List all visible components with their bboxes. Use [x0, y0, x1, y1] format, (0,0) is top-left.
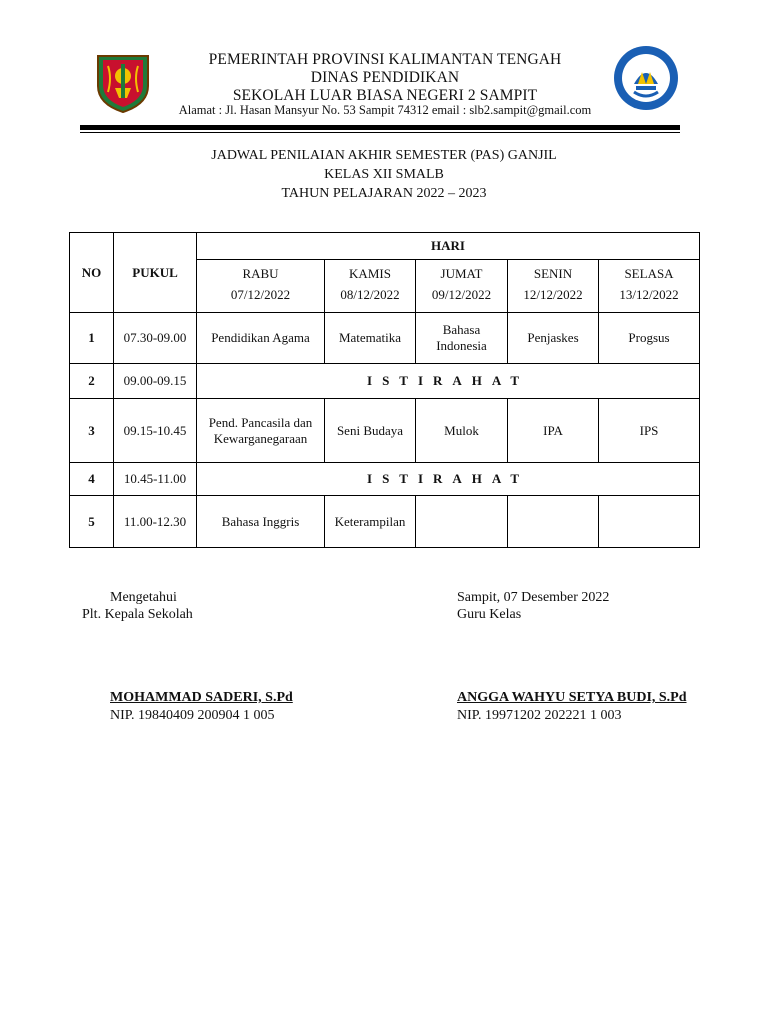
header-no: NO [70, 233, 114, 313]
province-emblem-icon [94, 52, 152, 114]
row-subject: Penjaskes [508, 313, 599, 364]
letterhead-line-1: PEMERINTAH PROVINSI KALIMANTAN TENGAH [208, 51, 562, 68]
title-line-3: TAHUN PELAJARAN 2022 – 2023 [281, 186, 487, 201]
header-hari: HARI [197, 233, 700, 260]
table-row [70, 496, 700, 548]
table-row [70, 399, 700, 463]
row-subject: IPA [508, 399, 599, 463]
table-row [70, 364, 700, 399]
row-subject: Pendidikan Agama [197, 313, 325, 364]
letterhead-line-3: SEKOLAH LUAR BIASA NEGERI 2 SAMPIT [232, 87, 538, 104]
row-no: 4 [70, 463, 114, 496]
letterhead-divider-thin [80, 132, 680, 133]
row-break: ISTIRAHAT [197, 463, 700, 496]
right-signatory-nip: NIP. 19971202 202221 1 003 [457, 708, 622, 723]
header-pukul: PUKUL [114, 233, 197, 313]
right-signatory-name: ANGGA WAHYU SETYA BUDI, S.Pd [457, 690, 687, 705]
title-line-1: JADWAL PENILAIAN AKHIR SEMESTER (PAS) GANJIL [211, 148, 557, 163]
row-subject: Mulok [416, 399, 508, 463]
row-time: 07.30-09.00 [114, 313, 197, 364]
row-no: 2 [70, 364, 114, 399]
table-row [70, 463, 700, 496]
left-signatory-nip: NIP. 19840409 200904 1 005 [110, 708, 275, 723]
row-subject: Bahasa Inggris [197, 496, 325, 548]
row-time: 09.00-09.15 [114, 364, 197, 399]
row-subject: Keterampilan [325, 496, 416, 548]
header-day-jumat: JUMAT 09/12/2022 [416, 260, 508, 313]
right-sign-place-date: Sampit, 07 Desember 2022 [457, 590, 610, 605]
row-no: 3 [70, 399, 114, 463]
tut-wuri-handayani-emblem-icon [612, 44, 680, 112]
row-time: 10.45-11.00 [114, 463, 197, 496]
row-time: 09.15-10.45 [114, 399, 197, 463]
row-subject: IPS [599, 399, 700, 463]
row-no: 5 [70, 496, 114, 548]
row-no: 1 [70, 313, 114, 364]
row-time: 11.00-12.30 [114, 496, 197, 548]
schedule-table [69, 232, 700, 548]
row-subject [416, 496, 508, 548]
left-signatory-name: MOHAMMAD SADERI, S.Pd [110, 690, 293, 705]
row-subject: Pend. Pancasila dan Kewarganegaraan [197, 399, 325, 463]
row-subject: Seni Budaya [325, 399, 416, 463]
letterhead-line-2: DINAS PENDIDIKAN [310, 69, 460, 86]
left-sign-mengetahui: Mengetahui [110, 590, 177, 605]
header-day-rabu: RABU 07/12/2022 [197, 260, 325, 313]
title-line-2: KELAS XII SMALB [324, 167, 444, 182]
right-sign-position: Guru Kelas [457, 607, 522, 622]
row-subject: Bahasa Indonesia [416, 313, 508, 364]
row-subject: Matematika [325, 313, 416, 364]
row-break: ISTIRAHAT [197, 364, 700, 399]
row-subject: Progsus [599, 313, 700, 364]
letterhead-divider-thick [80, 125, 680, 130]
row-subject [599, 496, 700, 548]
row-subject [508, 496, 599, 548]
letterhead-address: Alamat : Jl. Hasan Mansyur No. 53 Sampit 74312 email : slb2.sampit@gmail.com [178, 103, 592, 117]
table-header-row-1 [70, 233, 700, 260]
header-day-senin: SENIN 12/12/2022 [508, 260, 599, 313]
table-row [70, 313, 700, 364]
header-day-kamis: KAMIS 08/12/2022 [325, 260, 416, 313]
header-day-selasa: SELASA 13/12/2022 [599, 260, 700, 313]
left-sign-position: Plt. Kepala Sekolah [82, 607, 193, 622]
